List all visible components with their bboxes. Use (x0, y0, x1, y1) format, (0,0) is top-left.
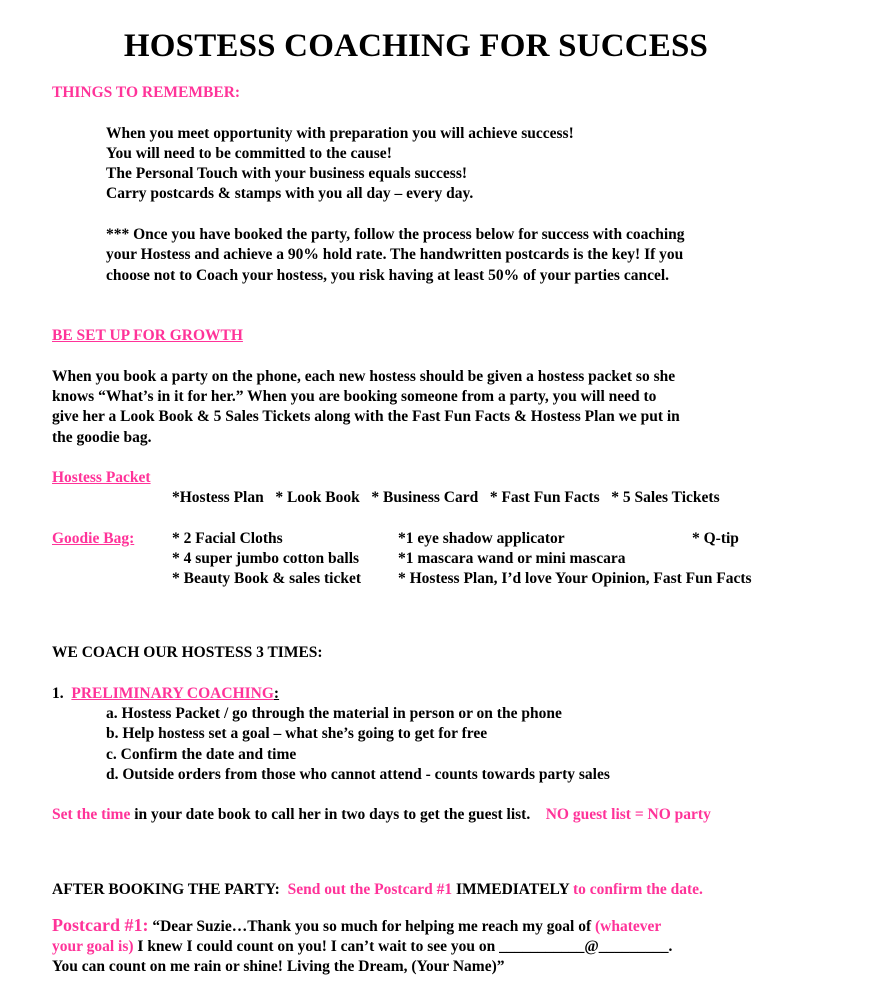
coach-heading: WE COACH OUR HOSTESS 3 TIMES: (52, 644, 323, 661)
after-label: AFTER BOOKING THE PARTY: (52, 881, 280, 898)
note-line: your Hostess and achieve a 90% hold rate. The handwritten postcards is the key! If you (106, 246, 684, 263)
things-line: You will need to be committed to the cause! (106, 145, 392, 162)
step1-item: d. Outside orders from those who cannot attend - counts towards party sales (106, 766, 610, 783)
postcard-line-2 (52, 937, 672, 957)
goodie-item: *1 eye shadow applicator (398, 530, 565, 547)
growth-line: When you book a party on the phone, each new hostess should be given a hostess packet so she (52, 368, 676, 385)
postcard-text: “Dear Suzie…Thank you so much for helping me reach my goal of (148, 918, 595, 935)
packet-item: * Look Book (275, 489, 360, 506)
packet-item: * Fast Fun Facts (489, 489, 600, 506)
things-line: The Personal Touch with your business equals success! (106, 165, 468, 182)
things-line: Carry postcards & stamps with you all day – every day. (106, 185, 474, 202)
after-immediately: IMMEDIATELY (452, 881, 573, 898)
set-time-text: in your date book to call her in two days to get the guest list. (130, 806, 531, 823)
step1-item: a. Hostess Packet / go through the material in person or on the phone (106, 705, 562, 722)
step1-heading (52, 684, 279, 704)
step1-colon: : (273, 685, 280, 702)
goodie-item: * Hostess Plan, I’d love Your Opinion, Fast Fun Facts (398, 570, 752, 587)
packet-item: * Business Card (371, 489, 479, 506)
page-title: HOSTESS COACHING FOR SUCCESS (123, 28, 709, 64)
postcard-pink: (whatever (595, 918, 662, 935)
packet-item: *Hostess Plan (172, 489, 264, 506)
growth-line: the goodie bag. (52, 429, 152, 446)
postcard-line-3: You can count on me rain or shine! Living the Dream, (Your Name)” (52, 958, 505, 975)
postcard-pink: your goal is) (52, 938, 134, 955)
things-heading: THINGS TO REMEMBER: (52, 84, 241, 101)
after-pink-2: to confirm the date. (572, 881, 703, 898)
step1-item: c. Confirm the date and time (106, 746, 297, 763)
goodie-item: * Beauty Book & sales ticket (172, 570, 362, 587)
packet-items (172, 488, 720, 508)
goodie-label: Goodie Bag: (52, 530, 135, 547)
growth-line: give her a Look Book & 5 Sales Tickets along with the Fast Fun Facts & Hostess Plan we put in (52, 408, 680, 425)
set-time-line (52, 805, 711, 825)
step1-number: 1. (52, 685, 64, 702)
note-line: *** Once you have booked the party, follow the process below for success with coaching (106, 226, 685, 243)
growth-line: knows “What’s in it for her.” When you are booking someone from a party, you will need to (52, 388, 657, 405)
step1-title: PRELIMINARY COACHING (71, 685, 274, 702)
goodie-item: *1 mascara wand or mini mascara (398, 550, 626, 567)
goodie-item: * Q-tip (692, 530, 739, 547)
guest-list-rule: NO guest list = NO party (545, 806, 711, 823)
goodie-item: * 2 Facial Cloths (172, 530, 283, 547)
postcard-text: I knew I could count on you! I can’t wait to see you on ___________@_________. (133, 938, 673, 955)
things-line: When you meet opportunity with preparation you will achieve success! (106, 125, 574, 142)
packet-item: * 5 Sales Tickets (611, 489, 720, 506)
goodie-item: * 4 super jumbo cotton balls (172, 550, 360, 567)
postcard-label: Postcard #1: (52, 915, 149, 935)
packet-label: Hostess Packet (52, 469, 151, 486)
after-booking-line (52, 880, 703, 900)
note-line: choose not to Coach your hostess, you risk having at least 50% of your parties cancel. (106, 267, 670, 284)
step1-item: b. Help hostess set a goal – what she’s going to get for free (106, 725, 488, 742)
set-time-label: Set the time (52, 806, 131, 823)
growth-heading: BE SET UP FOR GROWTH (52, 327, 243, 344)
postcard-line-1 (52, 915, 661, 937)
after-pink-1: Send out the Postcard #1 (287, 881, 453, 898)
